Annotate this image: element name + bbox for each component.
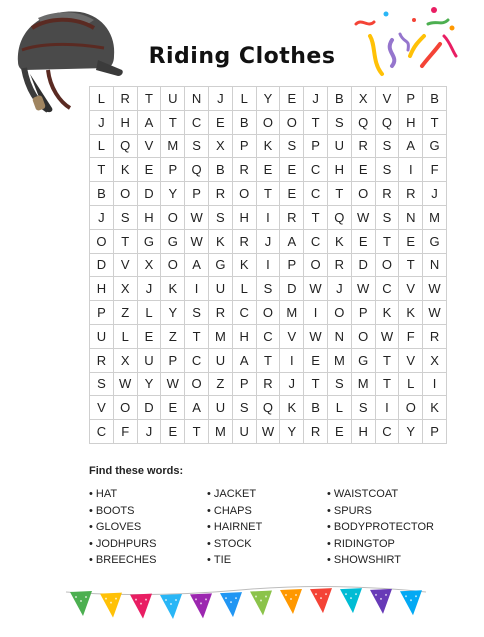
grid-cell[interactable]: P bbox=[161, 158, 185, 182]
grid-cell[interactable]: P bbox=[352, 301, 376, 325]
bunting-dot bbox=[355, 593, 357, 595]
grid-cell[interactable]: C bbox=[185, 349, 209, 373]
grid-cell[interactable]: B bbox=[209, 158, 233, 182]
grid-cell[interactable]: G bbox=[423, 135, 447, 159]
grid-cell[interactable]: V bbox=[114, 254, 138, 278]
grid-cell[interactable]: P bbox=[423, 420, 447, 444]
grid-cell[interactable]: L bbox=[114, 325, 138, 349]
grid-cell[interactable]: Q bbox=[185, 158, 209, 182]
grid-cell[interactable]: I bbox=[280, 349, 304, 373]
word-list-item: • BODYPROTECTOR bbox=[327, 521, 449, 538]
grid-cell[interactable]: U bbox=[209, 349, 233, 373]
bunting-dot bbox=[235, 597, 237, 599]
bunting-flag bbox=[190, 593, 212, 618]
bunting-dot bbox=[295, 594, 297, 596]
grid-cell[interactable]: W bbox=[304, 325, 328, 349]
grid-cell[interactable]: B bbox=[90, 182, 114, 206]
grid-cell[interactable]: M bbox=[161, 135, 185, 159]
grid-cell[interactable]: G bbox=[209, 254, 233, 278]
bunting-dot bbox=[375, 594, 377, 596]
grid-cell[interactable]: W bbox=[161, 373, 185, 397]
grid-cell[interactable]: S bbox=[257, 277, 281, 301]
grid-cell[interactable]: T bbox=[185, 420, 209, 444]
grid-cell[interactable]: F bbox=[114, 420, 138, 444]
grid-cell[interactable]: E bbox=[352, 230, 376, 254]
grid-cell[interactable]: E bbox=[328, 420, 352, 444]
bunting-dot bbox=[225, 597, 227, 599]
grid-cell[interactable]: O bbox=[161, 254, 185, 278]
grid-cell[interactable]: U bbox=[328, 135, 352, 159]
bunting-dot bbox=[85, 596, 87, 598]
grid-cell[interactable]: R bbox=[376, 182, 400, 206]
grid-cell[interactable]: M bbox=[352, 373, 376, 397]
grid-cell[interactable]: X bbox=[423, 349, 447, 373]
grid-cell[interactable]: P bbox=[161, 349, 185, 373]
grid-cell[interactable]: U bbox=[161, 87, 185, 111]
grid-cell[interactable]: K bbox=[280, 396, 304, 420]
grid-cell[interactable]: O bbox=[352, 325, 376, 349]
grid-cell[interactable]: Q bbox=[376, 111, 400, 135]
grid-cell[interactable]: D bbox=[90, 254, 114, 278]
grid-cell[interactable]: V bbox=[399, 349, 423, 373]
bunting-dot bbox=[80, 600, 82, 602]
grid-cell[interactable]: T bbox=[328, 182, 352, 206]
grid-cell[interactable]: T bbox=[304, 206, 328, 230]
bunting-flag bbox=[280, 589, 302, 614]
grid-cell[interactable]: E bbox=[257, 158, 281, 182]
grid-cell[interactable]: G bbox=[352, 349, 376, 373]
grid-cell[interactable]: L bbox=[328, 396, 352, 420]
grid-cell[interactable]: O bbox=[90, 230, 114, 254]
grid-cell[interactable]: C bbox=[233, 301, 257, 325]
grid-cell[interactable]: W bbox=[304, 277, 328, 301]
grid-cell[interactable]: T bbox=[376, 230, 400, 254]
grid-cell[interactable]: L bbox=[90, 135, 114, 159]
grid-cell[interactable]: O bbox=[352, 182, 376, 206]
grid-cell[interactable]: A bbox=[399, 135, 423, 159]
bunting-dot bbox=[75, 596, 77, 598]
grid-cell[interactable]: G bbox=[138, 230, 162, 254]
grid-cell[interactable]: C bbox=[304, 230, 328, 254]
grid-cell[interactable]: S bbox=[328, 111, 352, 135]
grid-cell[interactable]: R bbox=[399, 182, 423, 206]
grid-cell[interactable]: Q bbox=[328, 206, 352, 230]
grid-cell[interactable]: X bbox=[138, 254, 162, 278]
grid-cell[interactable]: H bbox=[328, 158, 352, 182]
grid-cell[interactable]: K bbox=[209, 230, 233, 254]
grid-cell[interactable]: T bbox=[90, 158, 114, 182]
grid-cell[interactable]: L bbox=[233, 87, 257, 111]
grid-cell[interactable]: O bbox=[114, 396, 138, 420]
grid-cell[interactable]: H bbox=[138, 206, 162, 230]
grid-cell[interactable]: E bbox=[209, 111, 233, 135]
grid-cell[interactable]: E bbox=[138, 158, 162, 182]
grid-cell[interactable]: C bbox=[304, 158, 328, 182]
grid-cell[interactable]: T bbox=[138, 87, 162, 111]
bunting-dot bbox=[135, 599, 137, 601]
bunting-flag bbox=[250, 591, 272, 616]
grid-cell[interactable]: W bbox=[352, 277, 376, 301]
grid-cell[interactable]: S bbox=[376, 158, 400, 182]
grid-cell[interactable]: E bbox=[280, 87, 304, 111]
grid-cell[interactable]: J bbox=[280, 373, 304, 397]
grid-cell[interactable]: C bbox=[90, 420, 114, 444]
grid-cell[interactable]: J bbox=[328, 277, 352, 301]
grid-cell[interactable]: O bbox=[114, 182, 138, 206]
grid-cell[interactable]: K bbox=[423, 396, 447, 420]
grid-cell[interactable]: Y bbox=[161, 182, 185, 206]
grid-cell[interactable]: I bbox=[257, 206, 281, 230]
word-list-item: • JODHPURS bbox=[89, 538, 207, 555]
bunting-flag bbox=[220, 592, 242, 617]
grid-cell[interactable]: W bbox=[423, 277, 447, 301]
bunting-flag bbox=[340, 588, 362, 613]
grid-cell[interactable]: S bbox=[90, 373, 114, 397]
bunting-dot bbox=[285, 594, 287, 596]
grid-cell[interactable]: A bbox=[185, 254, 209, 278]
word-list-item: • TIE bbox=[207, 554, 327, 571]
grid-cell[interactable]: T bbox=[399, 254, 423, 278]
bunting-dot bbox=[140, 603, 142, 605]
word-list-item: • RIDINGTOP bbox=[327, 538, 449, 555]
grid-cell[interactable]: J bbox=[257, 230, 281, 254]
grid-cell[interactable]: Y bbox=[138, 373, 162, 397]
grid-cell[interactable]: R bbox=[209, 301, 233, 325]
grid-cell[interactable]: V bbox=[90, 396, 114, 420]
grid-cell[interactable]: R bbox=[233, 230, 257, 254]
grid-cell[interactable]: H bbox=[352, 420, 376, 444]
grid-cell[interactable]: A bbox=[138, 111, 162, 135]
grid-cell[interactable]: P bbox=[185, 182, 209, 206]
grid-cell[interactable]: S bbox=[114, 206, 138, 230]
bunting-dot bbox=[170, 603, 172, 605]
grid-cell[interactable]: R bbox=[423, 325, 447, 349]
bunting-flag bbox=[310, 588, 332, 613]
grid-cell[interactable]: W bbox=[257, 420, 281, 444]
grid-cell[interactable]: S bbox=[376, 135, 400, 159]
grid-cell[interactable]: E bbox=[352, 158, 376, 182]
grid-cell[interactable]: A bbox=[280, 230, 304, 254]
page-title: Riding Clothes bbox=[148, 44, 336, 69]
grid-cell[interactable]: T bbox=[257, 182, 281, 206]
bunting-dot bbox=[350, 597, 352, 599]
grid-cell[interactable]: T bbox=[257, 349, 281, 373]
grid-cell[interactable]: K bbox=[233, 254, 257, 278]
grid-cell[interactable]: E bbox=[399, 230, 423, 254]
grid-cell[interactable]: T bbox=[304, 111, 328, 135]
grid-cell[interactable]: L bbox=[90, 87, 114, 111]
grid-cell[interactable]: P bbox=[304, 135, 328, 159]
grid-cell[interactable]: M bbox=[328, 349, 352, 373]
bunting-dot bbox=[110, 602, 112, 604]
grid-cell[interactable]: Y bbox=[257, 87, 281, 111]
bunting-dot bbox=[345, 593, 347, 595]
grid-cell[interactable]: E bbox=[280, 182, 304, 206]
word-list-item: • HAIRNET bbox=[207, 521, 327, 538]
bunting-dot bbox=[205, 598, 207, 600]
grid-cell[interactable]: J bbox=[90, 206, 114, 230]
grid-cell[interactable]: O bbox=[257, 301, 281, 325]
bunting-flags bbox=[0, 582, 484, 632]
grid-cell[interactable]: A bbox=[185, 396, 209, 420]
grid-cell[interactable]: I bbox=[399, 158, 423, 182]
confetti-icon bbox=[348, 6, 460, 86]
grid-cell[interactable]: C bbox=[376, 420, 400, 444]
grid-cell[interactable]: E bbox=[138, 325, 162, 349]
bunting-flag bbox=[130, 594, 152, 619]
grid-cell[interactable]: K bbox=[328, 230, 352, 254]
grid-cell[interactable]: T bbox=[161, 111, 185, 135]
grid-cell[interactable]: E bbox=[161, 396, 185, 420]
bunting-dot bbox=[175, 599, 177, 601]
grid-cell[interactable]: L bbox=[138, 301, 162, 325]
bunting-flag bbox=[400, 590, 422, 615]
bunting-dot bbox=[105, 598, 107, 600]
word-list-item: • GLOVES bbox=[89, 521, 207, 538]
grid-cell[interactable]: L bbox=[233, 277, 257, 301]
grid-cell[interactable]: X bbox=[114, 277, 138, 301]
grid-cell[interactable]: S bbox=[280, 135, 304, 159]
grid-cell[interactable]: X bbox=[352, 87, 376, 111]
grid-cell[interactable]: P bbox=[399, 87, 423, 111]
grid-cell[interactable]: G bbox=[161, 230, 185, 254]
grid-cell[interactable]: Y bbox=[399, 420, 423, 444]
bunting-dot bbox=[380, 598, 382, 600]
grid-cell[interactable]: O bbox=[257, 111, 281, 135]
grid-cell[interactable]: T bbox=[376, 349, 400, 373]
grid-cell[interactable]: C bbox=[185, 111, 209, 135]
bunting-dot bbox=[165, 599, 167, 601]
grid-cell[interactable]: R bbox=[114, 87, 138, 111]
word-list-item: • WAISTCOAT bbox=[327, 488, 449, 505]
grid-cell[interactable]: H bbox=[114, 111, 138, 135]
grid-cell[interactable]: Z bbox=[114, 301, 138, 325]
grid-cell[interactable]: P bbox=[233, 135, 257, 159]
word-list-item: • BOOTS bbox=[89, 505, 207, 522]
grid-cell[interactable]: W bbox=[352, 206, 376, 230]
grid-cell[interactable]: R bbox=[280, 206, 304, 230]
grid-cell[interactable]: J bbox=[209, 87, 233, 111]
grid-cell[interactable]: N bbox=[399, 206, 423, 230]
grid-cell[interactable]: S bbox=[376, 206, 400, 230]
grid-cell[interactable]: R bbox=[328, 254, 352, 278]
grid-cell[interactable]: J bbox=[138, 277, 162, 301]
grid-cell[interactable]: S bbox=[185, 301, 209, 325]
word-list-item: • SPURS bbox=[327, 505, 449, 522]
grid-cell[interactable]: Y bbox=[280, 420, 304, 444]
grid-cell[interactable]: J bbox=[304, 87, 328, 111]
bunting-dot bbox=[200, 602, 202, 604]
bunting-flag bbox=[370, 589, 392, 614]
grid-cell[interactable]: U bbox=[209, 396, 233, 420]
grid-cell[interactable]: B bbox=[233, 111, 257, 135]
word-list bbox=[89, 488, 449, 571]
grid-cell[interactable]: U bbox=[233, 420, 257, 444]
grid-cell[interactable]: S bbox=[209, 206, 233, 230]
grid-cell[interactable]: W bbox=[114, 373, 138, 397]
bunting-dot bbox=[145, 599, 147, 601]
grid-cell[interactable]: S bbox=[233, 396, 257, 420]
grid-cell[interactable]: N bbox=[328, 325, 352, 349]
grid-cell[interactable]: E bbox=[280, 158, 304, 182]
grid-cell[interactable]: K bbox=[399, 301, 423, 325]
grid-cell[interactable]: O bbox=[280, 111, 304, 135]
grid-cell[interactable]: S bbox=[352, 396, 376, 420]
grid-cell[interactable]: F bbox=[423, 158, 447, 182]
word-list-item: • SHOWSHIRT bbox=[327, 554, 449, 571]
bunting-dot bbox=[255, 596, 257, 598]
grid-cell[interactable]: W bbox=[185, 230, 209, 254]
grid-cell[interactable]: I bbox=[423, 373, 447, 397]
grid-cell[interactable]: N bbox=[185, 87, 209, 111]
find-words-label: Find these words: bbox=[89, 465, 184, 477]
grid-cell[interactable]: D bbox=[138, 182, 162, 206]
grid-cell[interactable]: H bbox=[90, 277, 114, 301]
grid-cell[interactable]: I bbox=[185, 277, 209, 301]
grid-cell[interactable]: M bbox=[280, 301, 304, 325]
grid-cell[interactable]: P bbox=[90, 301, 114, 325]
grid-cell[interactable]: K bbox=[161, 277, 185, 301]
grid-cell[interactable]: V bbox=[399, 277, 423, 301]
grid-cell[interactable]: I bbox=[257, 254, 281, 278]
grid-cell[interactable]: D bbox=[352, 254, 376, 278]
grid-cell[interactable]: J bbox=[423, 182, 447, 206]
grid-cell[interactable]: R bbox=[304, 420, 328, 444]
grid-cell[interactable]: Y bbox=[161, 301, 185, 325]
grid-cell[interactable]: O bbox=[399, 396, 423, 420]
grid-cell[interactable]: B bbox=[423, 87, 447, 111]
grid-cell[interactable]: Q bbox=[257, 396, 281, 420]
grid-cell[interactable]: O bbox=[328, 301, 352, 325]
bunting-dot bbox=[415, 595, 417, 597]
grid-cell[interactable]: U bbox=[209, 277, 233, 301]
bunting-dot bbox=[195, 598, 197, 600]
bunting-dot bbox=[115, 598, 117, 600]
bunting-dot bbox=[290, 598, 292, 600]
grid-cell[interactable]: S bbox=[328, 373, 352, 397]
grid-cell[interactable]: R bbox=[352, 135, 376, 159]
word-search-grid[interactable] bbox=[89, 86, 447, 444]
grid-cell[interactable]: D bbox=[138, 396, 162, 420]
word-list-item: • STOCK bbox=[207, 538, 327, 555]
grid-cell[interactable]: O bbox=[185, 373, 209, 397]
grid-cell[interactable]: R bbox=[209, 182, 233, 206]
grid-cell[interactable]: W bbox=[423, 301, 447, 325]
grid-cell[interactable]: C bbox=[376, 277, 400, 301]
bunting-dot bbox=[265, 596, 267, 598]
grid-cell[interactable]: T bbox=[114, 230, 138, 254]
grid-cell[interactable]: U bbox=[138, 349, 162, 373]
grid-cell[interactable]: W bbox=[376, 325, 400, 349]
grid-cell[interactable]: V bbox=[138, 135, 162, 159]
grid-cell[interactable]: Q bbox=[352, 111, 376, 135]
bunting-flag bbox=[160, 594, 182, 619]
grid-cell[interactable]: R bbox=[257, 373, 281, 397]
word-list-item: • BREECHES bbox=[89, 554, 207, 571]
grid-cell[interactable]: O bbox=[304, 254, 328, 278]
grid-cell[interactable]: B bbox=[328, 87, 352, 111]
bunting-flag bbox=[70, 591, 92, 616]
grid-cell[interactable]: Q bbox=[114, 135, 138, 159]
grid-cell[interactable]: M bbox=[209, 325, 233, 349]
grid-cell[interactable]: P bbox=[233, 373, 257, 397]
bunting-flag bbox=[100, 593, 122, 618]
grid-cell[interactable]: V bbox=[376, 87, 400, 111]
grid-cell[interactable]: H bbox=[233, 206, 257, 230]
grid-cell[interactable]: X bbox=[114, 349, 138, 373]
bunting-dot bbox=[410, 599, 412, 601]
grid-cell[interactable]: N bbox=[423, 254, 447, 278]
grid-cell[interactable]: R bbox=[90, 349, 114, 373]
bunting-dot bbox=[230, 601, 232, 603]
grid-cell[interactable]: A bbox=[233, 349, 257, 373]
grid-cell[interactable]: T bbox=[376, 373, 400, 397]
grid-cell[interactable]: O bbox=[161, 206, 185, 230]
grid-cell[interactable]: I bbox=[376, 396, 400, 420]
grid-cell[interactable]: C bbox=[304, 182, 328, 206]
grid-cell[interactable]: J bbox=[90, 111, 114, 135]
bunting-dot bbox=[325, 593, 327, 595]
grid-cell[interactable]: K bbox=[114, 158, 138, 182]
grid-cell[interactable]: O bbox=[233, 182, 257, 206]
grid-cell[interactable]: M bbox=[423, 206, 447, 230]
bunting-dot bbox=[405, 595, 407, 597]
grid-cell[interactable]: K bbox=[257, 135, 281, 159]
grid-cell[interactable]: G bbox=[423, 230, 447, 254]
grid-cell[interactable]: O bbox=[376, 254, 400, 278]
grid-cell[interactable]: E bbox=[304, 349, 328, 373]
bunting-dot bbox=[315, 593, 317, 595]
grid-cell[interactable]: E bbox=[161, 420, 185, 444]
grid-cell[interactable]: J bbox=[138, 420, 162, 444]
grid-cell[interactable]: M bbox=[209, 420, 233, 444]
bunting-dot bbox=[385, 594, 387, 596]
grid-cell[interactable]: D bbox=[280, 277, 304, 301]
grid-cell[interactable]: Z bbox=[209, 373, 233, 397]
grid-cell[interactable]: W bbox=[185, 206, 209, 230]
grid-cell[interactable]: R bbox=[233, 158, 257, 182]
bunting-dot bbox=[320, 597, 322, 599]
grid-cell[interactable]: X bbox=[209, 135, 233, 159]
grid-cell[interactable]: T bbox=[423, 111, 447, 135]
word-list-item: • HAT bbox=[89, 488, 207, 505]
grid-cell[interactable]: L bbox=[399, 373, 423, 397]
grid-cell[interactable]: T bbox=[304, 373, 328, 397]
grid-cell[interactable]: T bbox=[185, 325, 209, 349]
grid-cell[interactable]: P bbox=[280, 254, 304, 278]
grid-cell[interactable]: I bbox=[304, 301, 328, 325]
grid-cell[interactable]: B bbox=[304, 396, 328, 420]
grid-cell[interactable]: U bbox=[90, 325, 114, 349]
bunting-dot bbox=[260, 600, 262, 602]
grid-cell[interactable]: S bbox=[185, 135, 209, 159]
grid-cell[interactable]: C bbox=[257, 325, 281, 349]
word-list-item: • JACKET bbox=[207, 488, 327, 505]
grid-cell[interactable]: Z bbox=[161, 325, 185, 349]
grid-cell[interactable]: H bbox=[399, 111, 423, 135]
word-list-item: • CHAPS bbox=[207, 505, 327, 522]
grid-cell[interactable]: H bbox=[233, 325, 257, 349]
grid-cell[interactable]: V bbox=[280, 325, 304, 349]
grid-cell[interactable]: K bbox=[376, 301, 400, 325]
grid-cell[interactable]: F bbox=[399, 325, 423, 349]
